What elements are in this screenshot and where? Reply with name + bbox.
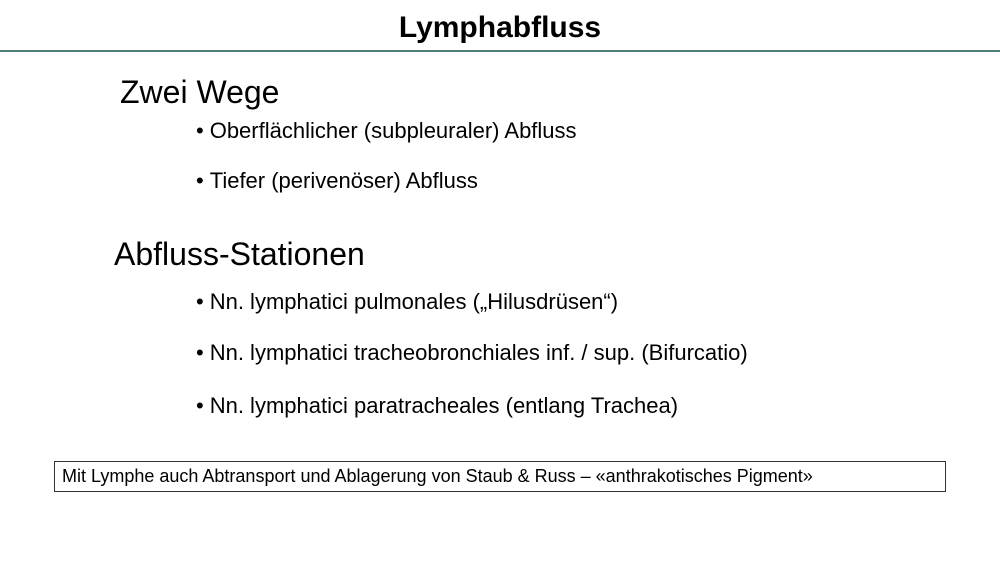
bullet-item bbox=[196, 289, 618, 315]
bullet-text: Nn. lymphatici tracheobronchiales inf. / sup. (Bifurcatio) bbox=[209, 340, 748, 365]
slide-title: Lymphabfluss bbox=[398, 11, 602, 44]
bullet-item bbox=[196, 118, 577, 144]
bullet-item bbox=[196, 393, 678, 419]
bullet-text: Oberflächlicher (subpleuraler) Abfluss bbox=[209, 118, 577, 143]
note-box: Mit Lymphe auch Abtransport und Ablagerung von Staub & Russ – «anthrakotisches Pigment» bbox=[54, 461, 946, 492]
section-heading-zwei-wege: Zwei Wege bbox=[120, 74, 280, 110]
bullet-item bbox=[196, 168, 478, 194]
bullet-text: Tiefer (perivenöser) Abfluss bbox=[209, 168, 478, 193]
bullet-item bbox=[196, 340, 748, 366]
bullet-text: Nn. lymphatici pulmonales („Hilusdrüsen“) bbox=[209, 289, 619, 314]
bullet-symbol: • bbox=[196, 340, 204, 365]
title-divider bbox=[0, 50, 1000, 52]
section-heading-abfluss-stationen: Abfluss-Stationen bbox=[114, 236, 365, 272]
bullet-text: Nn. lymphatici paratracheales (entlang Trachea) bbox=[209, 393, 679, 418]
bullet-symbol: • bbox=[196, 168, 204, 193]
bullet-symbol: • bbox=[196, 118, 204, 143]
bullet-symbol: • bbox=[196, 393, 204, 418]
bullet-symbol: • bbox=[196, 289, 204, 314]
